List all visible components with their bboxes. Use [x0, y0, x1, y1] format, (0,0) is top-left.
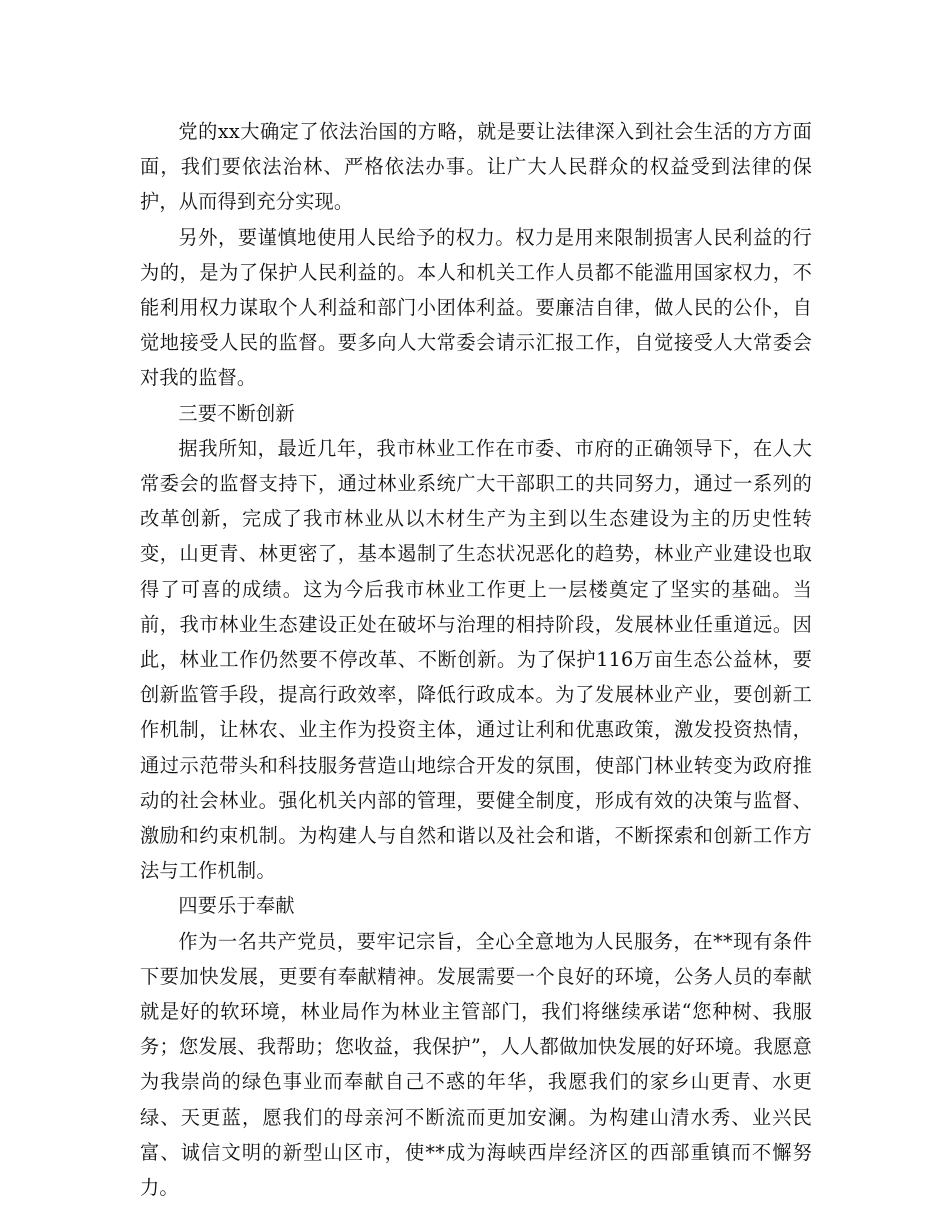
section-heading-innovation: 三要不断创新: [178, 401, 295, 425]
section-heading-dedication: 四要乐于奉献: [178, 894, 295, 918]
paragraph-rule-of-law: 党的xx大确定了依法治国的方略，就是要让法律深入到社会生活的方方面面，我们要依法治林、严格依法办事。让广大人民群众的权益受到法律的保护，从而得到充分实现。: [140, 120, 812, 214]
document-body: [140, 114, 812, 1205]
paragraph-use-of-power: 另外，要谨慎地使用人民给予的权力。权力是用来限制损害人民利益的行为的，是为了保护人民利益的。本人和机关工作人员都不能滥用国家权力，不能利用权力谋取个人利益和部门小团体利益。要廉洁自律，做人民的公仆，自觉地接受人民的监督。要多向人大常委会请示汇报工作，自觉接受人大常委会对我的监督。: [140, 225, 812, 390]
paragraph-innovation: 据我所知，最近几年，我市林业工作在市委、市府的正确领导下，在人大常委会的监督支持下，通过林业系统广大干部职工的共同努力，通过一系列的改革创新，完成了我市林业从以木材生产为主到以生态建设为主的历史性转变，山更青、林更密了，基本遏制了生态状况恶化的趋势，林业产业建设也取得了可喜的成绩。这为今后我市林业工作更上一层楼奠定了坚实的基础。当前，我市林业生态建设正处在破坏与治理的相持阶段，发展林业任重道远。因此，林业工作仍然要不停改革、不断创新。为了保护116万亩生态公益林，要创新监管手段，提高行政效率，降低行政成本。为了发展林业产业，要创新工作机制，让林农、业主作为投资主体，通过让利和优惠政策，激发投资热情，通过示范带头和科技服务营造山地综合开发的氛围，使部门林业转变为政府推动的社会林业。强化机关内部的管理，要健全制度，形成有效的决策与监督、激励和约束机制。为构建人与自然和谐以及社会和谐，不断探索和创新工作方法与工作机制。: [140, 436, 812, 883]
paragraph-dedication: 作为一名共产党员，要牢记宗旨，全心全意地为人民服务，在**现有条件下要加快发展，更要有奉献精神。发展需要一个良好的环境，公务人员的奉献就是好的软环境，林业局作为林业主管部门，我们将继续承诺“您种树、我服务；您发展、我帮助；您收益，我保护”，人人都做加快发展的好环境。我愿意为我崇尚的绿色事业而奉献自己不惑的年华，我愿我们的家乡山更青、水更绿、天更蓝，愿我们的母亲河不断流而更加安澜。为构建山清水秀、业兴民富、诚信文明的新型山区市，使**成为海峡西岸经济区的西部重镇而不懈努力。: [140, 929, 812, 1200]
